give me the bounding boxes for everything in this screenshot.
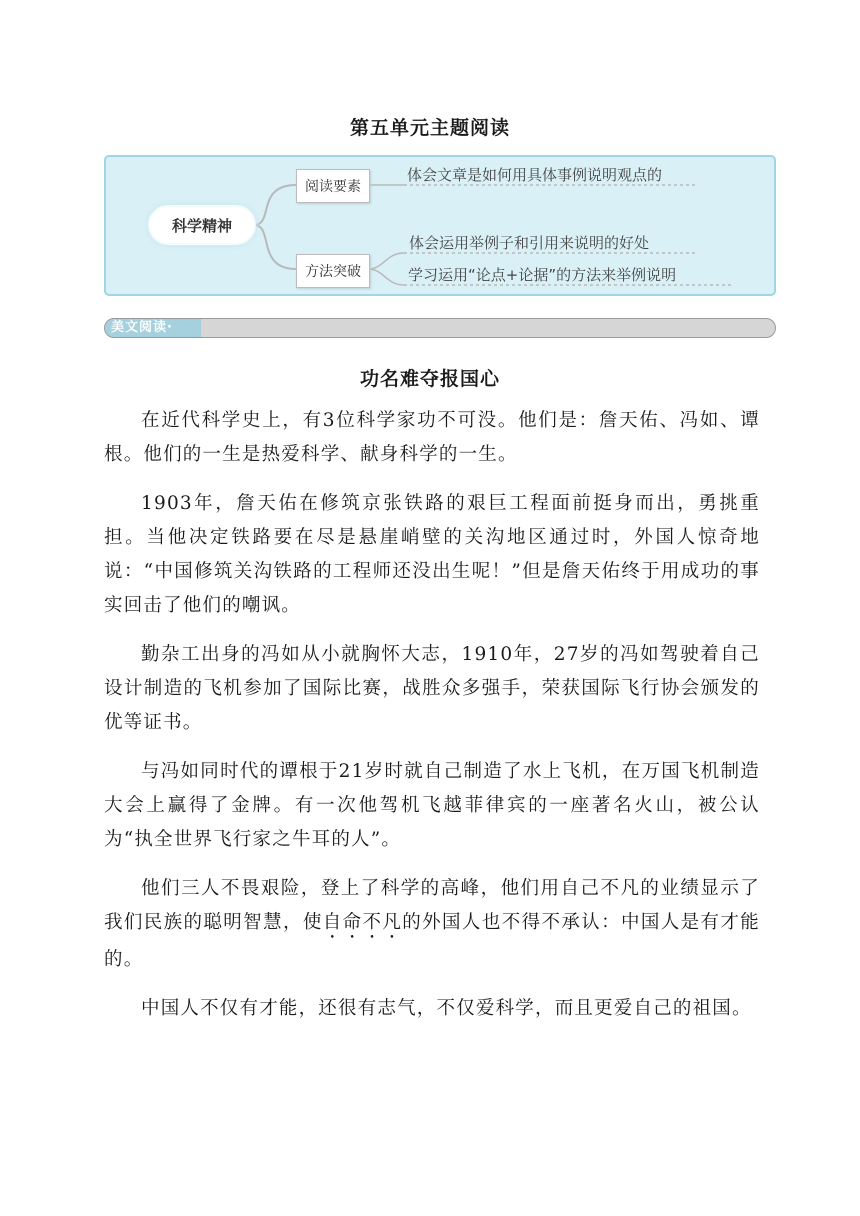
mind-map-branch-reading: 阅读要素 [296, 169, 370, 203]
mind-map-leaf: 体会文章是如何用具体事例说明观点的 [407, 166, 663, 184]
paragraph-text: 他们三人不畏艰险，登上了科学的高峰，他们用自己不凡的业绩显示了我们民族的聪明智慧，使 [104, 878, 760, 933]
page-title: 第五单元主题阅读 [349, 117, 510, 139]
mind-map [104, 155, 776, 296]
paragraph: 中国人不仅有才能，还很有志气，不仅爱科学，而且更爱自己的祖国。 [141, 998, 752, 1019]
paragraph: 1903年，詹天佑在修筑京张铁路的艰巨工程面前挺身而出，勇挑重担。当他决定铁路要在尽是悬崖峭壁的关沟地区通过时，外国人惊奇地说：“中国修筑关沟铁路的工程师还没出生呢！”但是詹天佑终于用成功的事实回击了他们的嘲讽。 [104, 493, 760, 616]
paragraph-text: 的外国人也不得不承认：中国人是有才能的。 [104, 912, 761, 970]
mind-map-leaf: 学习运用“论点+论据”的方法来举例说明 [408, 266, 677, 284]
paragraph: 在近代科学史上，有3位科学家功不可没。他们是：詹天佑、冯如、谭根。他们的一生是热爱科学、献身科学的一生。 [104, 410, 760, 465]
section-label: 美文阅读· [105, 319, 201, 337]
paragraph: 与冯如同时代的谭根于21岁时就自己制造了水上飞机，在万国飞机制造大会上赢得了金牌。有一次他驾机飞越菲律宾的一座著名火山，被公认为“执全世界飞行家之牛耳的人”。 [104, 761, 760, 850]
mind-map-branch-method: 方法突破 [296, 254, 370, 288]
mind-map-root: 科学精神 [150, 207, 254, 243]
article-title: 功名难夺报国心 [359, 368, 500, 390]
paragraph: 勤杂工出身的冯如从小就胸怀大志，1910年，27岁的冯如驾驶着自己设计制造的飞机参加了国际比赛，战胜众多强手，荣获国际飞行协会颁发的优等证书。 [104, 644, 760, 733]
emphasized-phrase: 自命不凡 [322, 912, 403, 933]
paragraph [104, 872, 760, 977]
section-header-bar [104, 318, 776, 338]
mind-map-leaf: 体会运用举例子和引用来说明的好处 [409, 234, 650, 252]
article-body [104, 404, 760, 1041]
